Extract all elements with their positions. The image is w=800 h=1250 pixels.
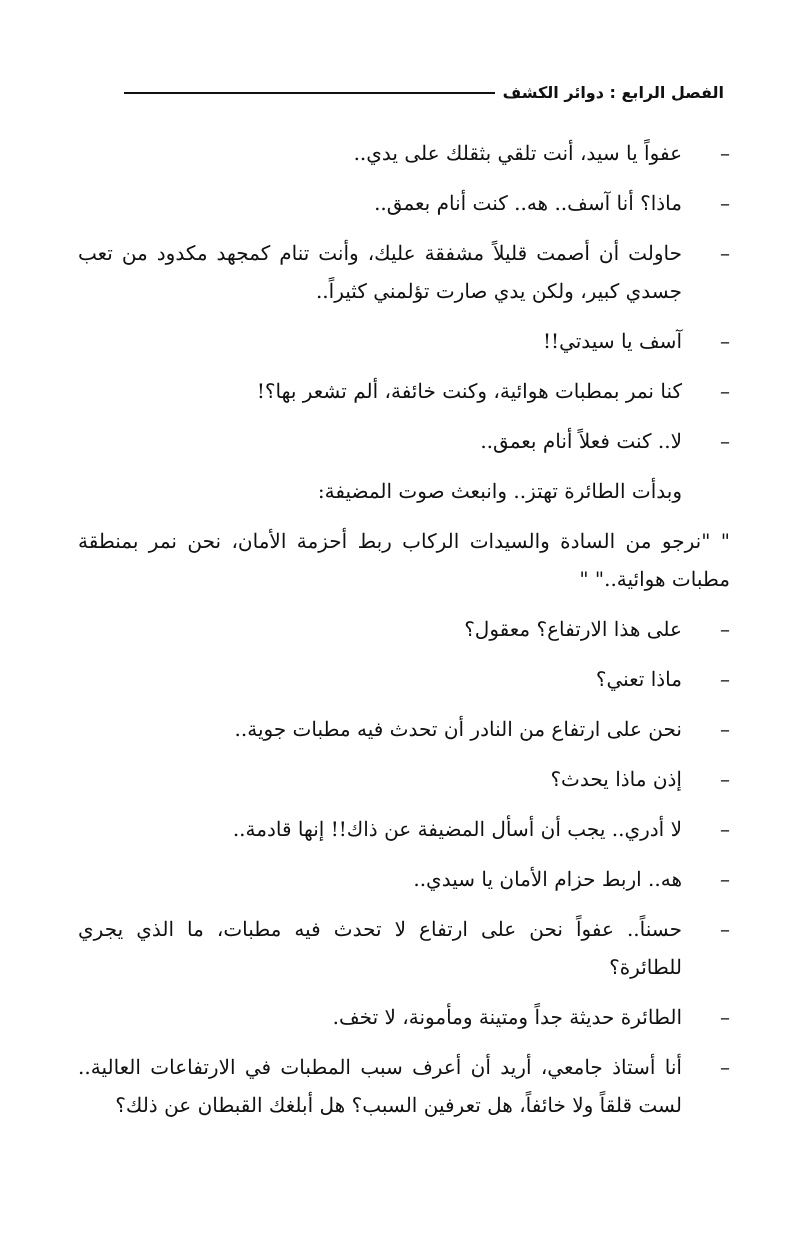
dialogue-line (78, 810, 730, 848)
quote-text: " "نرجو من السادة والسيدات الركاب ربط أحزمة الأمان، نحن نمر بمنطقة مطبات هوائية.." " (78, 529, 730, 591)
dialogue-dash: – (720, 1005, 730, 1029)
dialogue-text: الطائرة حديثة جداً ومتينة ومأمونة، لا تخف. (332, 1005, 682, 1029)
dialogue-text: عفواً يا سيد، أنت تلقي بثقلك على يدي.. (353, 141, 682, 165)
dialogue-line (78, 134, 730, 172)
dialogue-text: إذن ماذا يحدث؟ (550, 767, 682, 791)
dialogue-dash: – (720, 329, 730, 353)
dialogue-dash: – (720, 429, 730, 453)
narration-line (78, 472, 730, 510)
dialogue-dash: – (720, 241, 730, 265)
narration-text: وبدأت الطائرة تهتز.. وانبعث صوت المضيفة: (317, 479, 682, 503)
dialogue-dash: – (720, 667, 730, 691)
dialogue-text: حسناً.. عفواً نحن على ارتفاع لا تحدث فيه مطبات، ما الذي يجري للطائرة؟ (78, 917, 682, 979)
dialogue-text: آسف يا سيدتي!! (543, 329, 682, 353)
dialogue-dash: – (720, 191, 730, 215)
dialogue-dash: – (720, 767, 730, 791)
dialogue-dash: – (720, 867, 730, 891)
dialogue-line (78, 322, 730, 360)
dialogue-text: أنا أستاذ جامعي، أريد أن أعرف سبب المطبات في الارتفاعات العالية.. لست قلقاً ولا خائفاً، هل تعرفين السبب؟ هل أبلغك القبطان عن ذلك؟ (78, 1055, 682, 1117)
dialogue-dash: – (720, 141, 730, 165)
dialogue-text: هه.. اربط حزام الأمان يا سيدي.. (413, 867, 682, 891)
dialogue-line (78, 998, 730, 1036)
dialogue-line (78, 422, 730, 460)
dialogue-line (78, 910, 730, 986)
dialogue-line (78, 234, 730, 310)
running-header (124, 76, 724, 108)
dialogue-line (78, 860, 730, 898)
dialogue-line (78, 610, 730, 648)
dialogue-text: على هذا الارتفاع؟ معقول؟ (464, 617, 682, 641)
header-rule (124, 92, 495, 94)
dialogue-line (78, 660, 730, 698)
announcement-quote (78, 522, 730, 598)
dialogue-dash: – (720, 617, 730, 641)
dialogue-text: نحن على ارتفاع من النادر أن تحدث فيه مطبات جوية.. (234, 717, 682, 741)
dialogue-dash: – (720, 1055, 730, 1079)
chapter-title: الفصل الرابع : دوائر الكشف (502, 82, 724, 102)
dialogue-line (78, 710, 730, 748)
dialogue-line (78, 372, 730, 410)
dialogue-line (78, 1048, 730, 1124)
dialogue-dash: – (720, 379, 730, 403)
dialogue-text: ماذا تعني؟ (595, 667, 682, 691)
dialogue-line (78, 184, 730, 222)
dialogue-dash: – (720, 817, 730, 841)
dialogue-line (78, 760, 730, 798)
dialogue-text: لا.. كنت فعلاً أنام بعمق.. (480, 429, 682, 453)
dialogue-text: كنا نمر بمطبات هوائية، وكنت خائفة، ألم تشعر بها؟! (256, 379, 682, 403)
dialogue-dash: – (720, 917, 730, 941)
dialogue-text: ماذا؟ أنا آسف.. هه.. كنت أنام بعمق.. (374, 191, 682, 215)
page-body (78, 134, 730, 1136)
dialogue-text: حاولت أن أصمت قليلاً مشفقة عليك، وأنت تنام كمجهد مكدود من تعب جسدي كبير، ولكن يدي صارت تؤلمني كثيراً.. (78, 241, 682, 303)
dialogue-dash: – (720, 717, 730, 741)
dialogue-text: لا أدري.. يجب أن أسأل المضيفة عن ذاك!! إنها قادمة.. (232, 817, 682, 841)
